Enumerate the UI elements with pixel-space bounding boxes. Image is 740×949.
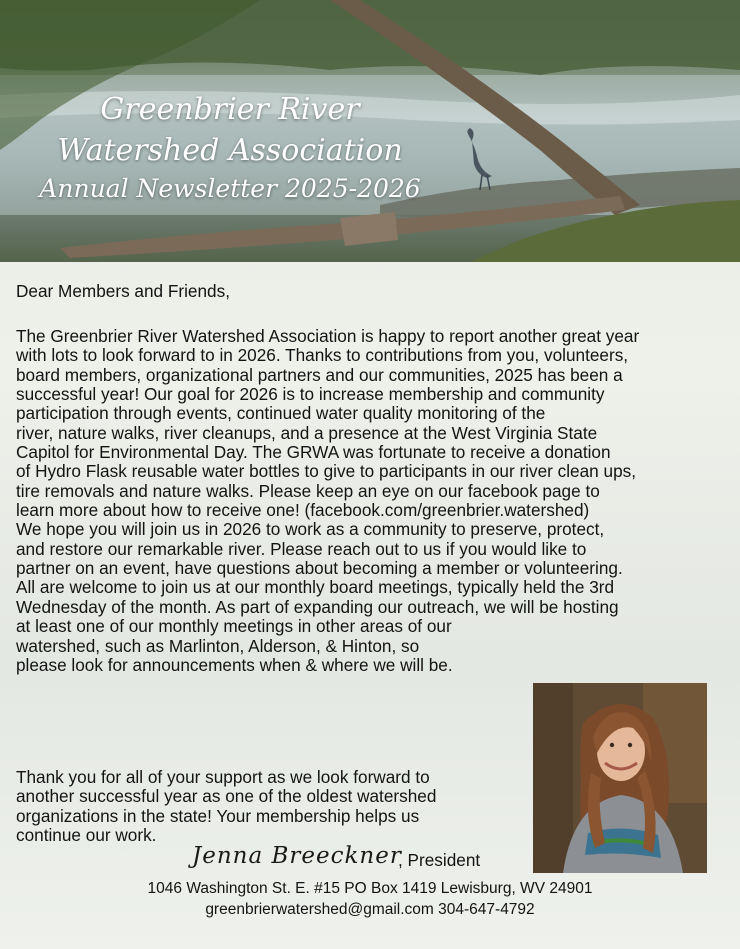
text-line: learn more about how to receive one! (facebook.com/greenbrier.watershed) — [16, 500, 590, 521]
text-line: successful year! Our goal for 2026 is to increase membership and community — [16, 384, 605, 405]
text-line: Wednesday of the month. As part of expanding our outreach, we will be hosting — [16, 596, 619, 617]
contact-info: greenbrierwatershed@gmail.com 304-647-4792 — [205, 901, 535, 918]
text-line: participation through events, continued water quality monitoring of the — [16, 403, 546, 424]
president-portrait — [533, 683, 707, 873]
text-line: of Hydro Flask reusable water bottles to give to participants in our river clean ups, — [16, 461, 637, 482]
text-line: watershed, such as Marlinton, Alderson, & Hinton, so — [16, 635, 420, 656]
signature-title: , President — [398, 850, 481, 870]
text-line: with lots to look forward to in 2026. Thanks to contributions from you, volunteers, — [16, 345, 629, 366]
mailing-address: 1046 Washington St. E. #15 PO Box 1419 Lewisburg, WV 24901 — [147, 880, 593, 897]
newsletter-title-line1: Greenbrier River — [100, 92, 360, 127]
text-line: Thank you for all of your support as we look forward to — [16, 767, 430, 787]
text-line: partner on an event, have questions about becoming a member or volunteering. — [16, 558, 623, 579]
text-line: tire removals and nature walks. Please keep an eye on our facebook page to — [16, 480, 600, 501]
text-line: river, nature walks, river cleanups, and a presence at the West Virginia State — [16, 422, 598, 443]
text-line: and restore our remarkable river. Please reach out to us if you would like to — [16, 538, 587, 559]
text-line: please look for announcements when & where we will be. — [16, 654, 453, 675]
text-line: All are welcome to join us at our monthly board meetings, typically held the 3rd — [16, 577, 615, 598]
text-line: board members, organizational partners and our communities, 2025 has been a — [16, 364, 623, 385]
text-line: at least one of our monthly meetings in other areas of our — [16, 616, 452, 637]
text-line: Capitol for Environmental Day. The GRWA was fortunate to receive a donation — [16, 442, 611, 463]
text-line: another successful year as one of the oldest watershed — [16, 786, 437, 807]
signature: Jenna Breeckner — [192, 843, 402, 869]
text-line: We hope you will join us in 2026 to work as a community to preserve, protect, — [16, 519, 605, 540]
header-photo — [0, 0, 740, 262]
letter-paragraph-2 — [16, 768, 516, 845]
newsletter-title-line2: Watershed Association — [57, 133, 403, 168]
text-line: organizations in the state! Your membership helps us — [16, 805, 420, 826]
newsletter-subtitle: Annual Newsletter 2025-2026 — [39, 174, 421, 203]
portrait-illustration — [533, 683, 707, 873]
greeting: Dear Members and Friends, — [16, 281, 230, 301]
text-line: The Greenbrier River Watershed Association is happy to report another great year — [16, 326, 640, 346]
letter-paragraph-1 — [16, 327, 732, 675]
river-scene-illustration — [0, 0, 740, 262]
text-line: continue our work. — [16, 825, 157, 846]
